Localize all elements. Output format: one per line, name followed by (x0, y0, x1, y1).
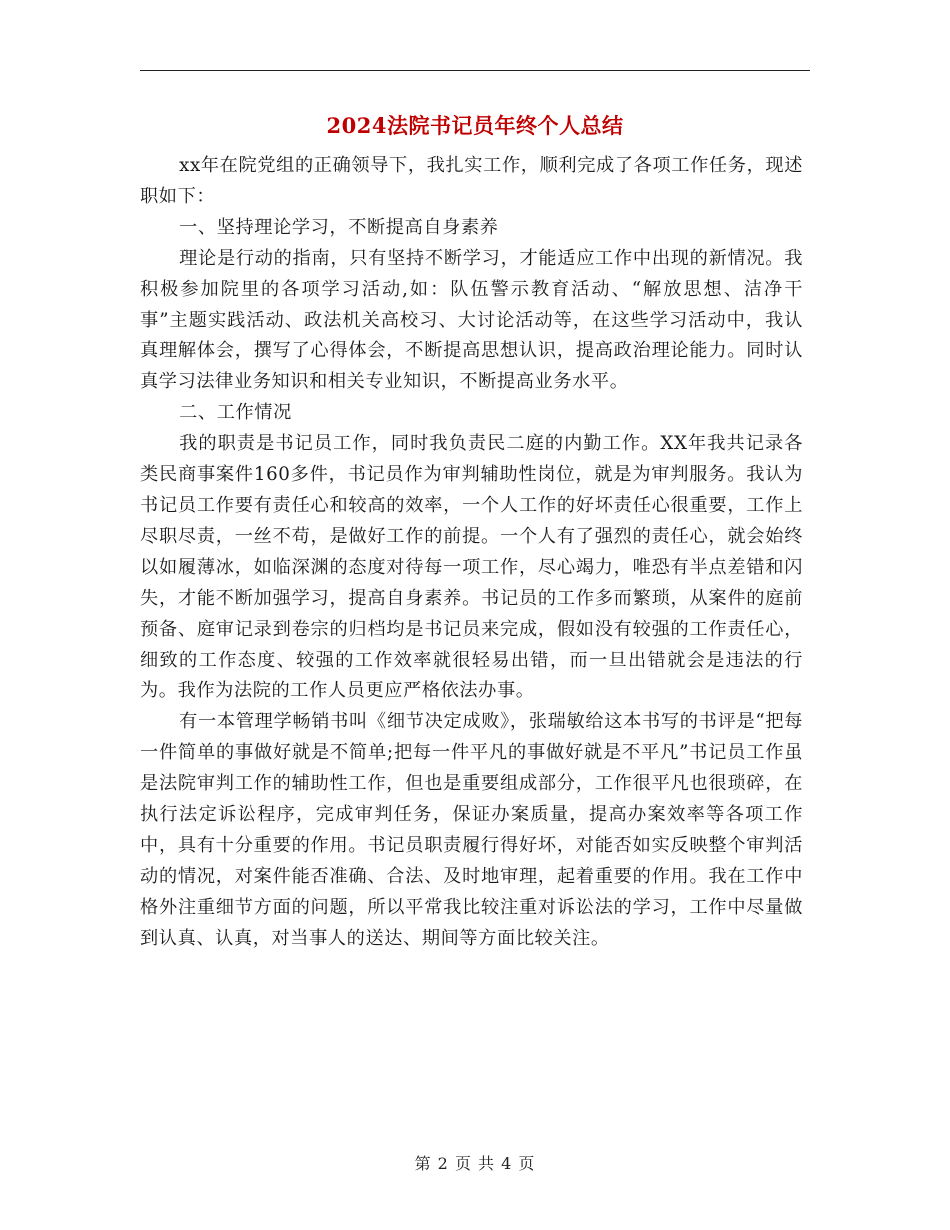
header-rule (140, 70, 810, 71)
paragraph-details: 有一本管理学畅销书叫《细节决定成败》，张瑞敏给这本书写的书评是“把每一件简单的事做好就是不简单;把每一件平凡的事做好就是不平凡”书记员工作虽是法院审判工作的辅助性工作，但也是重要组成部分，工作很平凡也很琐碎，在执行法定诉讼程序，完成审判任务，保证办案质量，提高办案效率等各项工作中，具有十分重要的作用。书记员职责履行得好坏，对能否如实反映整个审判活动的情况，对案件能否准确、合法、及时地审理，起着重要的作用。我在工作中格外注重细节方面的问题，所以平常我比较注重对诉讼法的学习，工作中尽量做到认真、认真，对当事人的送达、期间等方面比较关注。 (140, 711, 803, 949)
paragraph-theory: 理论是行动的指南，只有坚持不断学习，才能适应工作中出现的新情况。我积极参加院里的各项学习活动,如：队伍警示教育活动、“解放思想、洁净干事”主题实践活动、政法机关高校习、大讨论活动等，在这些学习活动中，我认真理解体会，撰写了心得体会，不断提高思想认识，提高政治理论能力。同时认真学习法律业务知识和相关专业知识，不断提高业务水平。 (140, 247, 803, 393)
section-heading-theory: 一、坚持理论学习，不断提高自身素养 (179, 216, 499, 238)
paragraph-duties: 我的职责是书记员工作，同时我负责民二庭的内勤工作。XX年我共记录各类民商事案件160多件，书记员作为审判辅助性岗位，就是为审判服务。我认为书记员工作要有责任心和较高的效率，一个人工作的好坏责任心很重要，工作上尽职尽责，一丝不苟，是做好工作的前提。一个人有了强烈的责任心，就会始终以如履薄冰，如临深渊的态度对待每一项工作，尽心竭力，唯恐有半点差错和闪失，才能不断加强学习，提高自身素养。书记员的工作多而繁琐，从案件的庭前预备、庭审记录到卷宗的归档均是书记员来完成，假如没有较强的工作责任心，细致的工作态度、较强的工作效率就很轻易出错，而一旦出错就会是违法的行为。我作为法院的工作人员更应严格依法办事。 (140, 433, 803, 702)
section-heading-work: 二、工作情况 (179, 402, 292, 424)
paragraph-intro: xx年在院党组的正确领导下，我扎实工作，顺利完成了各项工作任务，现述职如下： (140, 155, 803, 207)
page-footer: 第 2 页 共 4 页 (414, 1154, 536, 1173)
document-body (140, 151, 803, 955)
document-title: 2024法院书记员年终个人总结 (326, 113, 624, 138)
